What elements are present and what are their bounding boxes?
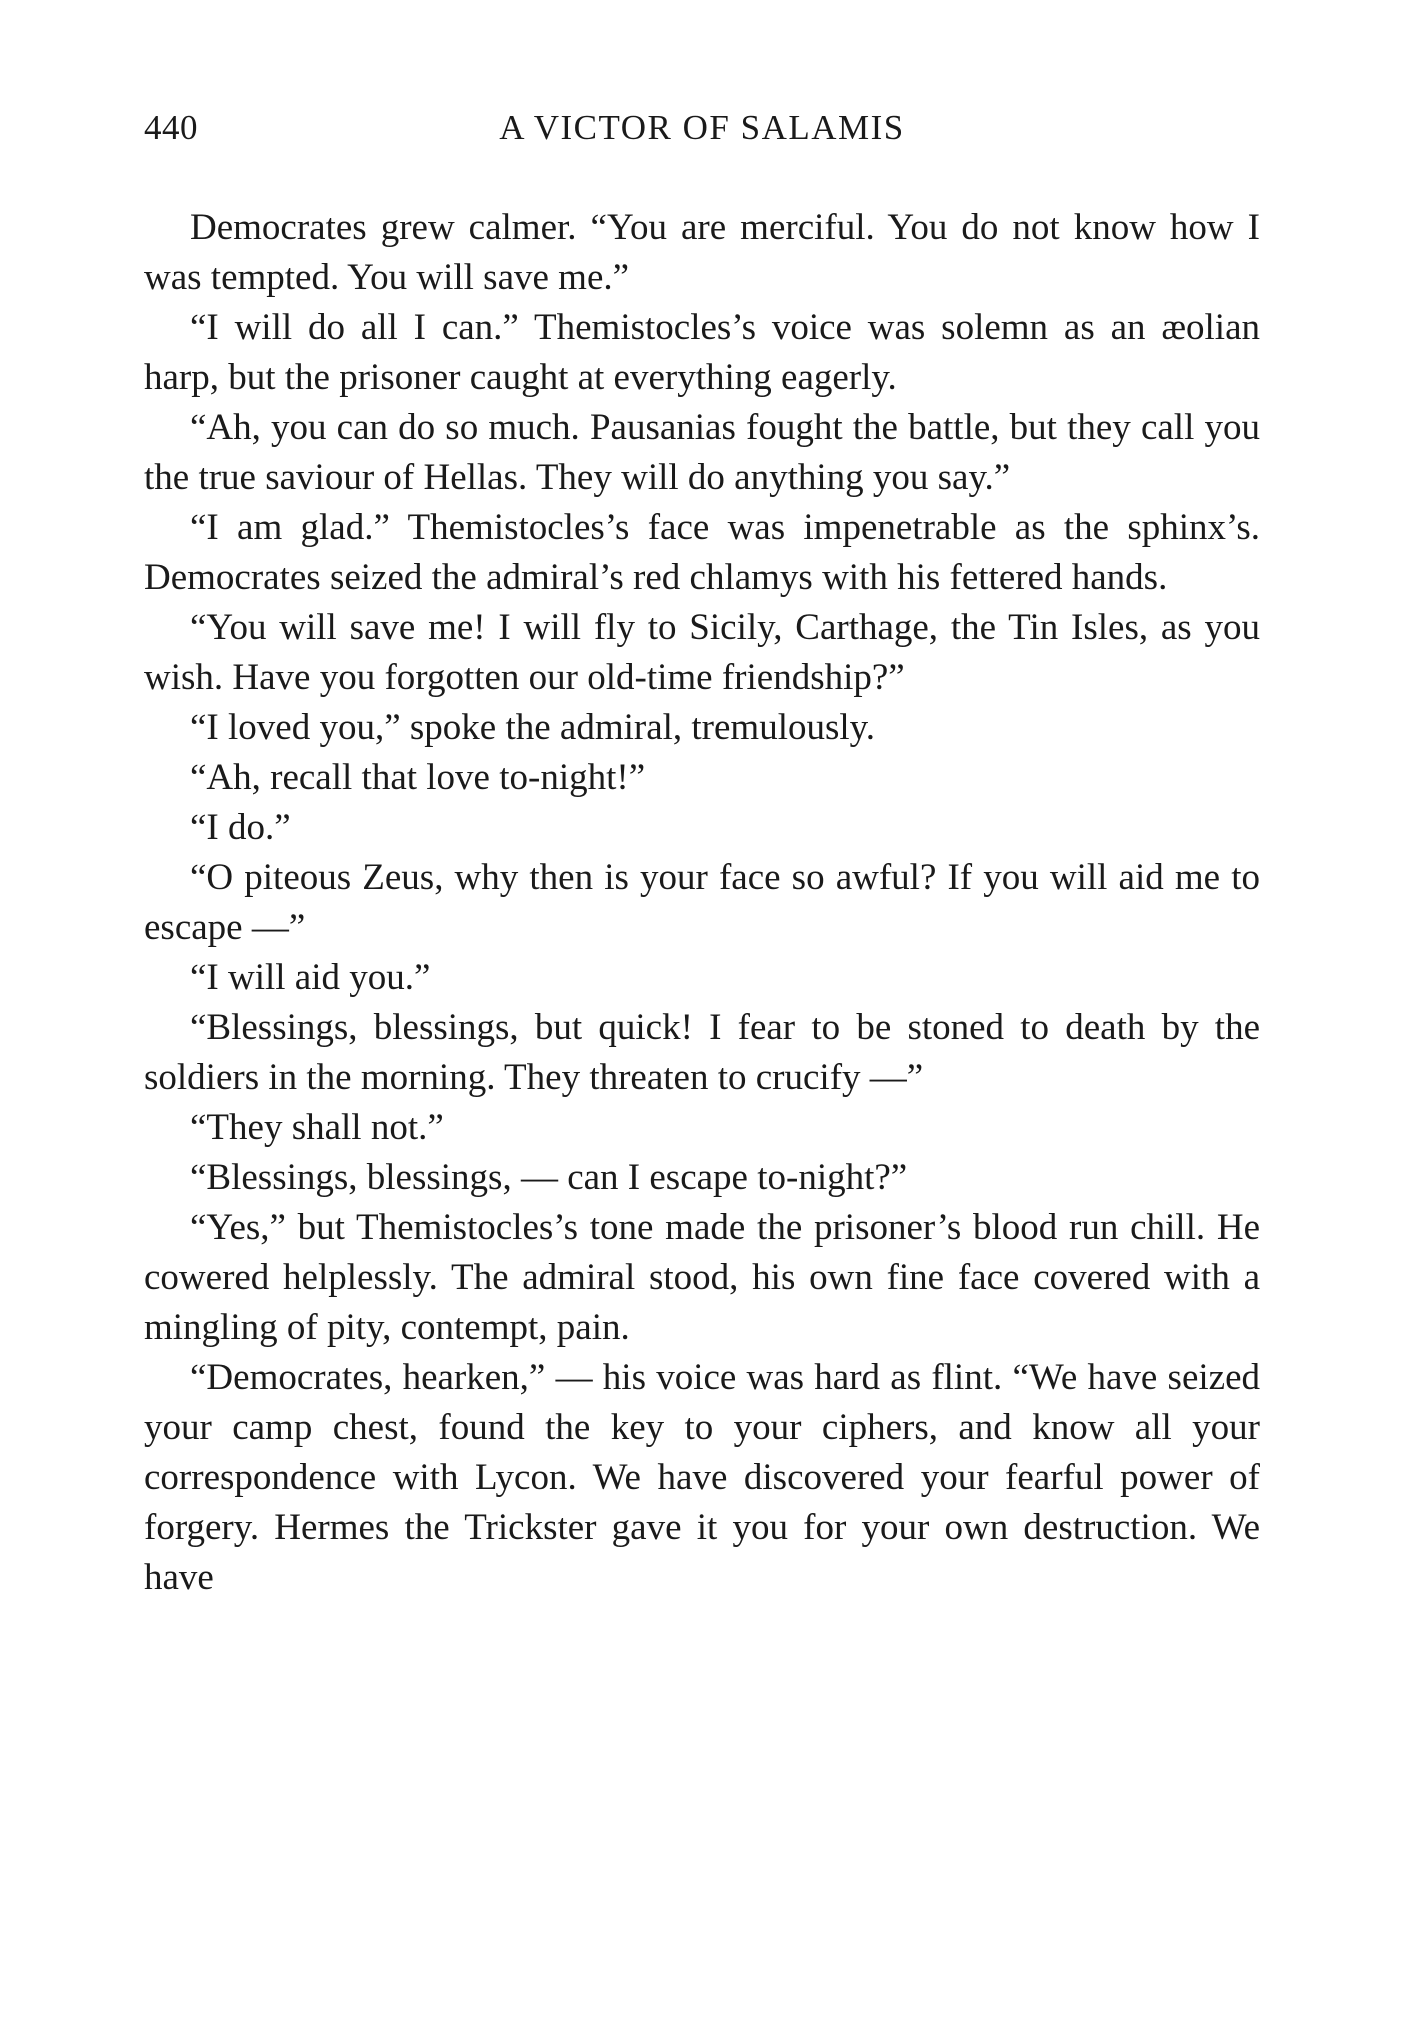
paragraph: “Ah, you can do so much. Pausanias fought the battle, but they call you the true saviour of Hellas. They will do anything you say.” (144, 407, 1260, 498)
body-text (144, 203, 1260, 1603)
paragraph: “I will do all I can.” Themistocles’s voice was solemn as an æolian harp, but the prisoner caught at everything eagerly. (144, 307, 1260, 398)
paragraph-continued: “Democrates, hearken,” — his voice was hard as flint. “We have seized your camp chest, found the key to your ciphers, and know all your correspondence with Lycon. We have discovered your fearful power of forgery. Hermes the Trickster gave it you for your own destruction. We have (144, 1357, 1260, 1598)
paragraph: “I do.” (190, 807, 291, 848)
paragraph: “I am glad.” Themistocles’s face was impenetrable as the sphinx’s. Democrates seized the admiral’s red chlamys with his fettered hands. (144, 507, 1260, 598)
paragraph: “O piteous Zeus, why then is your face so awful? If you will aid me to escape —” (144, 857, 1260, 948)
paragraph: “Blessings, blessings, but quick! I fear to be stoned to death by the soldiers in the morning. They threaten to crucify —” (144, 1007, 1260, 1098)
paragraph: “I loved you,” spoke the admiral, tremulously. (190, 707, 876, 748)
paragraph: “Ah, recall that love to-night!” (190, 757, 646, 798)
paragraph: “They shall not.” (190, 1107, 444, 1148)
page-header (144, 108, 1260, 158)
paragraph: “You will save me! I will fly to Sicily, Carthage, the Tin Isles, as you wish. Have you forgotten our old-time friendship?” (144, 607, 1260, 698)
paragraph: “Yes,” but Themistocles’s tone made the prisoner’s blood run chill. He cowered helplessly. The admiral stood, his own fine face covered with a mingling of pity, contempt, pain. (144, 1207, 1260, 1348)
page-number: 440 (144, 108, 198, 147)
running-title: A VICTOR OF SALAMIS (499, 108, 905, 147)
paragraph: “Blessings, blessings, — can I escape to-night?” (190, 1157, 908, 1198)
paragraph: “I will aid you.” (190, 957, 431, 998)
paragraph: Democrates grew calmer. “You are merciful. You do not know how I was tempted. You will save me.” (144, 207, 1260, 298)
